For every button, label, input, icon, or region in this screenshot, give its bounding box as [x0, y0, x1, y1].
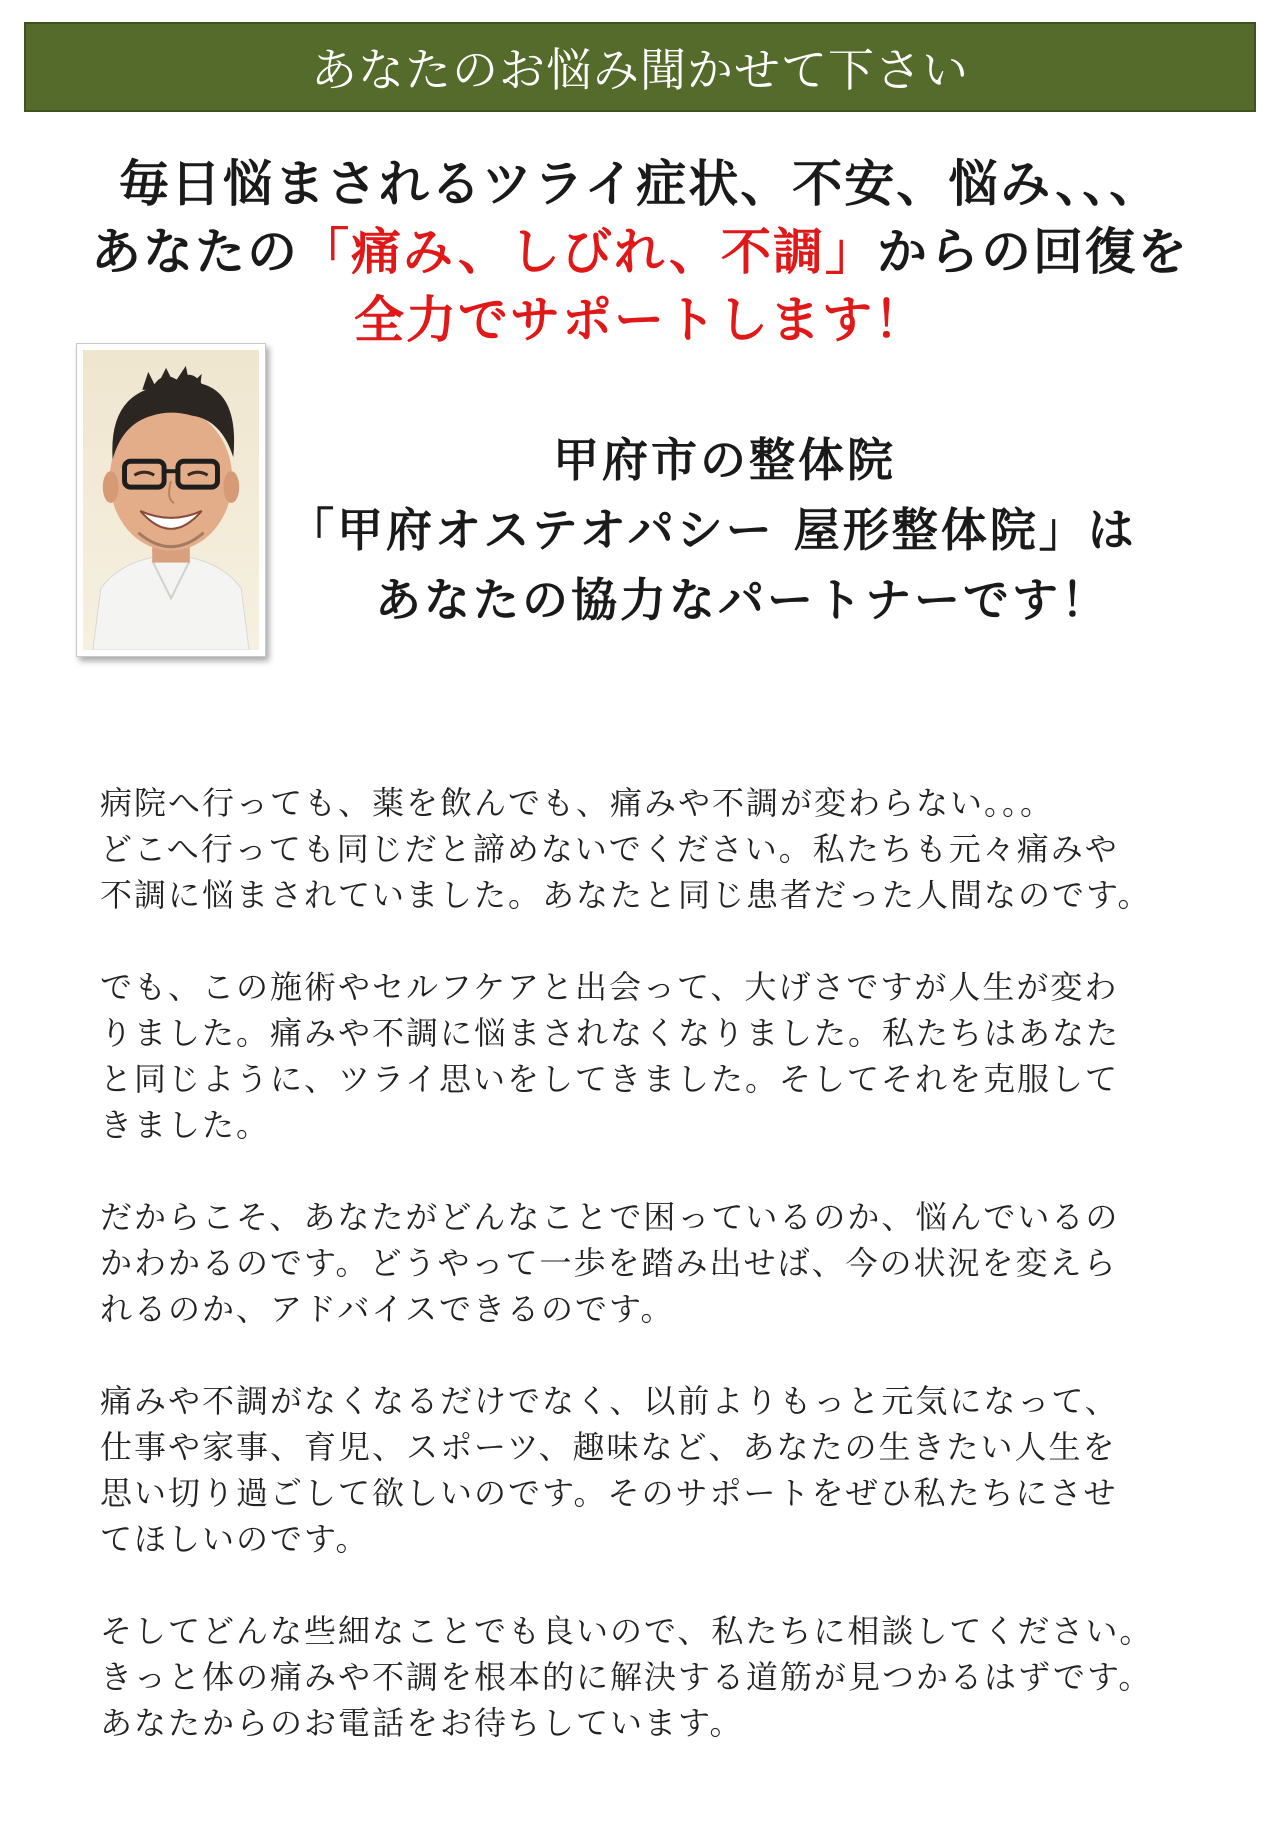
paragraph-1: [100, 780, 1230, 918]
headline-line-1: 毎日悩まされるツライ症状、不安、悩み、、、: [118, 155, 1162, 213]
staff-portrait: [76, 343, 266, 657]
headline-line-2-prefix: あなたの: [91, 223, 299, 281]
headline-support-highlight: 全力でサポートします！: [354, 291, 926, 349]
paragraph-line: 思い切り過ごして欲しいのです。そのサポートをぜひ私たちにさせ: [100, 1474, 1118, 1512]
paragraph-4: [100, 1378, 1230, 1562]
paragraph-line: そしてどんな些細なことでも良いので、私たちに相談してください。: [100, 1612, 1154, 1650]
headline-line-2: [0, 218, 1280, 286]
paragraph-line: と同じように、ツライ思いをしてきました。そしてそれを克服して: [100, 1060, 1120, 1098]
paragraph-2: [100, 964, 1230, 1148]
intro-line-1: 甲府市の整体院: [553, 433, 896, 487]
paragraph-line: きました。: [100, 1106, 271, 1144]
paragraph-line: りました。痛みや不調に悩まされなくなりました。私たちはあなた: [100, 1014, 1121, 1052]
intro-line-3: あなたの協力なパートナーです！: [375, 573, 1110, 627]
staff-portrait-icon: [83, 350, 259, 650]
paragraph-line: きっと体の痛みや不調を根本的に解決する道筋が見つかるはずです。: [100, 1658, 1153, 1696]
header-banner: [24, 22, 1256, 112]
paragraph-line: 痛みや不調がなくなるだけでなく、以前よりもっと元気になって、: [100, 1382, 1119, 1420]
headline-line-2-suffix: からの回復を: [877, 223, 1189, 281]
banner-title: あなたのお悩み聞かせて下さい: [311, 43, 969, 97]
headline-symptoms-highlight: 「痛み、しびれ、不調」: [299, 223, 877, 281]
intro-clinic-name: 「甲府オステオパシー 屋形整体院」は: [288, 503, 1137, 557]
headline: [0, 150, 1280, 354]
paragraph-line: れるのか、アドバイスできるのです。: [100, 1290, 675, 1328]
paragraph-line: かわかるのです。どうやって一歩を踏み出せば、今の状況を変えら: [100, 1244, 1118, 1282]
paragraph-line: あなたからのお電話をお待ちしています。: [100, 1704, 744, 1742]
paragraph-line: 仕事や家事、育児、スポーツ、趣味など、あなたの生きたい人生を: [100, 1428, 1117, 1466]
paragraph-line: だからこそ、あなたがどんなことで困っているのか、悩んでいるの: [100, 1198, 1120, 1236]
paragraph-3: [100, 1194, 1230, 1332]
paragraph-line: でも、この施術やセルフケアと出会って、大げさですが人生が変わ: [100, 968, 1119, 1006]
clinic-intro: [280, 425, 1280, 635]
paragraph-5: [100, 1608, 1230, 1746]
paragraph-line: どこへ行っても同じだと諦めないでください。私たちも元々痛みや: [100, 830, 1119, 868]
paragraph-line: 病院へ行っても、薬を飲んでも、痛みや不調が変わらない。。。: [100, 784, 1055, 822]
paragraph-line: てほしいのです。: [100, 1520, 370, 1558]
body-text: [100, 780, 1230, 1792]
paragraph-line: 不調に悩まされていました。あなたと同じ患者だった人間なのです。: [100, 876, 1152, 914]
